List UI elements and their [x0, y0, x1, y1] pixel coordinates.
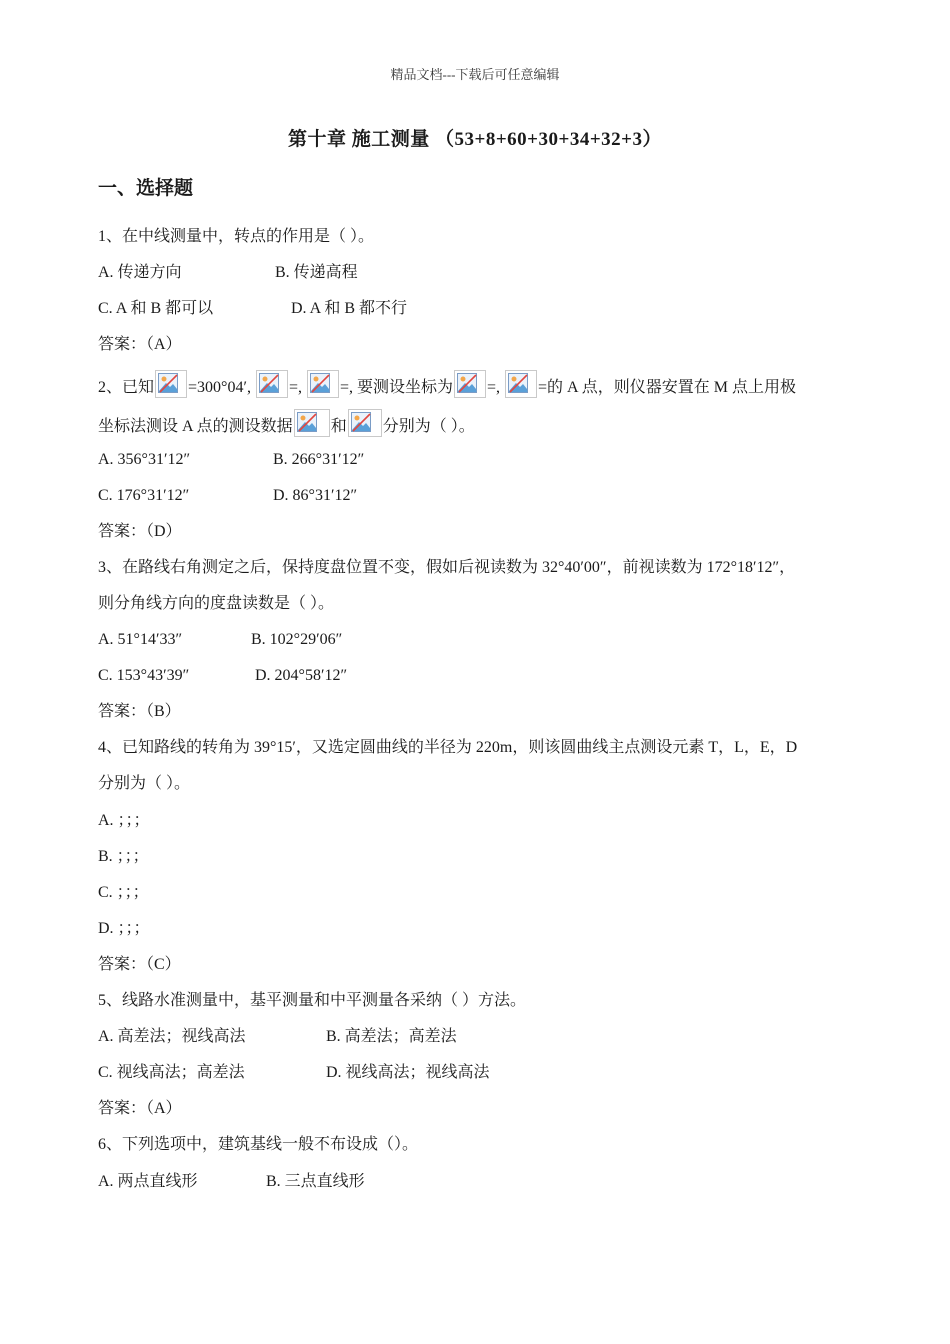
- q4-answer: 答案：（C）: [98, 956, 181, 973]
- q3-options-ab: [98, 629, 342, 651]
- q1-option-d: D. A 和 B 都不行: [291, 300, 408, 317]
- q2-text-8: 和: [330, 418, 347, 435]
- q5-option-d: D. 视线高法；视线高法: [326, 1064, 490, 1081]
- q2-text-4: =, 要测设坐标为: [339, 379, 453, 396]
- q3-option-a: A. 51°14′33″: [98, 631, 183, 648]
- q2-text-2: =300°04′,: [188, 379, 251, 396]
- q6-options-ab: [98, 1171, 365, 1193]
- header-note: 精品文档---下载后可任意编辑: [390, 67, 560, 82]
- q3-answer: 答案：（B）: [98, 703, 181, 720]
- q4-option-a: A. ；；；: [98, 812, 150, 829]
- q2-option-b: B. 266°31′12″: [273, 451, 365, 468]
- section-title: 一、选择题: [98, 178, 194, 199]
- q6-option-b: B. 三点直线形: [266, 1173, 365, 1190]
- q6-stem: 6、下列选项中，建筑基线一般不布设成（）。: [98, 1136, 419, 1153]
- broken-image-icon: [307, 370, 339, 398]
- q1-option-a: A. 传递方向: [98, 264, 182, 281]
- broken-image-icon: [348, 409, 382, 437]
- q4-option-c: C. ；；；: [98, 884, 149, 901]
- q2-option-c: C. 176°31′12″: [98, 487, 190, 504]
- q1-stem: 1、在中线测量中，转点的作用是（ ）。: [98, 228, 375, 245]
- q2-text-5: =,: [487, 379, 501, 396]
- q3-option-c: C. 153°43′39″: [98, 667, 190, 684]
- q2-text-6: =的 A 点，则仪器安置在 M 点上用极: [538, 379, 796, 396]
- q1-option-c: C. A 和 B 都可以: [98, 300, 214, 317]
- q2-options-cd: [98, 485, 357, 507]
- broken-image-icon: [155, 370, 187, 398]
- q5-option-c: C. 视线高法；高差法: [98, 1064, 245, 1081]
- q5-options-cd: [98, 1062, 490, 1084]
- q5-option-a: A. 高差法；视线高法: [98, 1028, 246, 1045]
- q3-stem-line1: 3、在路线右角测定之后，保持度盘位置不变，假如后视读数为 32°40′00″，前视读数为 172°18′12″，: [98, 559, 796, 576]
- q2-stem-line2: [98, 409, 475, 438]
- q2-text-3: =,: [288, 379, 302, 396]
- q5-stem: 5、线路水准测量中，基平测量和中平测量各采纳（ ）方法。: [98, 992, 527, 1009]
- q2-option-d: D. 86°31′12″: [273, 487, 358, 504]
- q1-option-b: B. 传递高程: [275, 264, 358, 281]
- q4-stem-line1: 4、已知路线的转角为 39°15′，又选定圆曲线的半径为 220m，则该圆曲线主点测设元素 T，L，E，D: [98, 739, 798, 756]
- broken-image-icon: [294, 409, 330, 437]
- q3-stem-line2: 则分角线方向的度盘读数是（ ）。: [98, 595, 335, 612]
- q6-option-a: A. 两点直线形: [98, 1173, 198, 1190]
- q5-options-ab: [98, 1026, 457, 1048]
- q5-option-b: B. 高差法；高差法: [326, 1028, 457, 1045]
- q2-text-1: 2、已知: [98, 379, 155, 396]
- q3-options-cd: [98, 665, 347, 687]
- chapter-title: 第十章 施工测量 （53+8+60+30+34+32+3）: [288, 129, 662, 150]
- q2-option-a: A. 356°31′12″: [98, 451, 191, 468]
- q4-option-b: B. ；；；: [98, 848, 149, 865]
- q2-text-7: 坐标法测设 A 点的测设数据: [98, 418, 293, 435]
- q3-option-b: B. 102°29′06″: [251, 631, 343, 648]
- broken-image-icon: [505, 370, 537, 398]
- broken-image-icon: [454, 370, 486, 398]
- q2-answer: 答案：（D）: [98, 523, 182, 540]
- q1-options-cd: [98, 298, 407, 320]
- q2-text-9: 分别为（ ）。: [382, 418, 475, 435]
- broken-image-icon: [256, 370, 288, 398]
- q5-answer: 答案：（A）: [98, 1100, 182, 1117]
- q1-options-ab: [98, 262, 358, 284]
- q4-option-d: D. ；；；: [98, 920, 150, 937]
- q1-answer: 答案：（A）: [98, 336, 182, 353]
- q3-option-d: D. 204°58′12″: [255, 667, 348, 684]
- q2-stem-line1: [98, 370, 796, 399]
- q2-options-ab: [98, 449, 364, 471]
- q4-stem-line2: 分别为（ ）。: [98, 775, 191, 792]
